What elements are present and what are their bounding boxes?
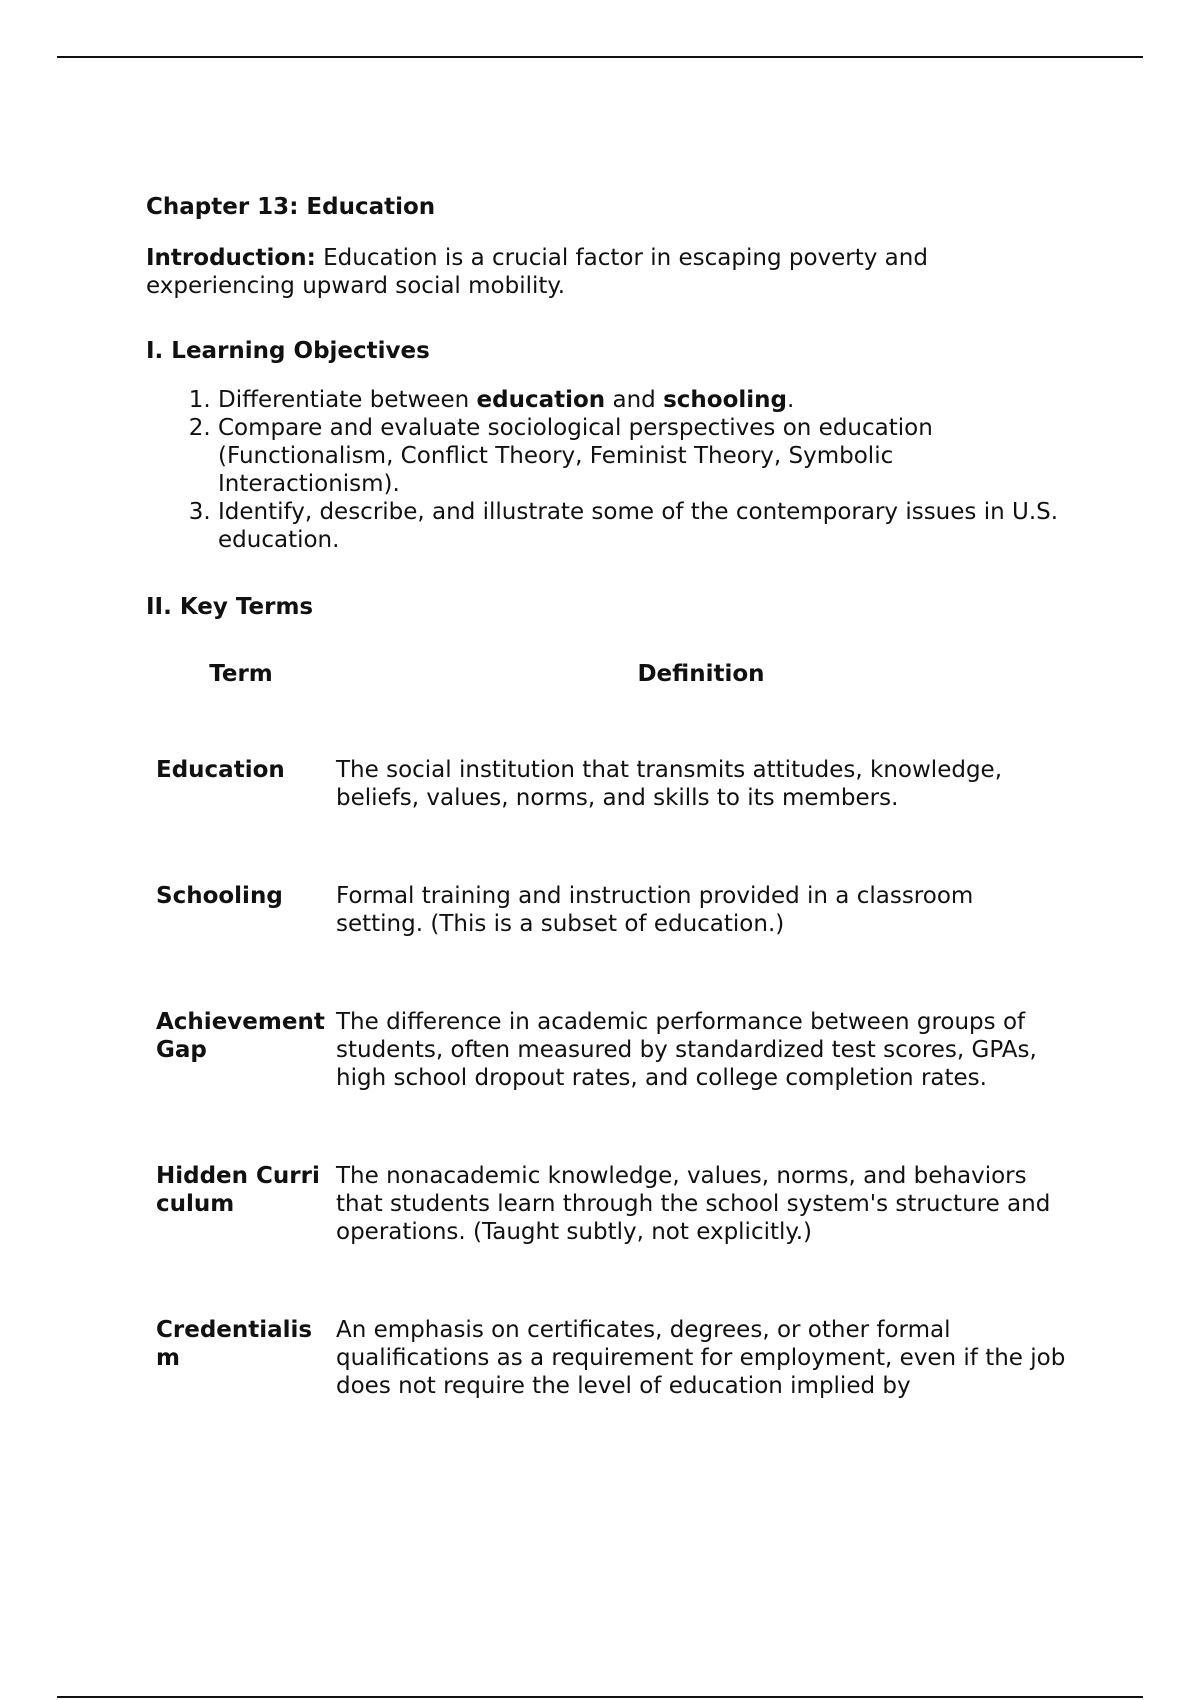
definition-cell: The nonacademic knowledge, values, norms, and behaviors that students learn through the school system's structure and operations. (Taught subtly, not explicitly.) [336,1163,1051,1245]
top-rule [57,56,1143,58]
introduction-text: Education is a crucial factor in escaping poverty and experiencing upward social mobility. [146,245,928,299]
introduction-paragraph [146,244,1066,300]
term-cell: Education [156,757,285,783]
introduction-label: Introduction: [146,245,316,271]
objective-bold-term: education [476,387,606,413]
table-row [146,1316,1066,1400]
chapter-title: Chapter 13: Education [146,194,436,220]
column-header-term: Term [209,661,273,687]
term-cell: Schooling [156,883,283,909]
definition-cell: The difference in academic performance between groups of students, often measured by standardized test scores, GPAs, high school dropout rates, and college completion rates. [336,1009,1037,1091]
learning-objectives-heading: I. Learning Objectives [146,338,430,364]
table-row [146,1008,1066,1092]
objective-item: 2. Compare and evaluate sociological perspectives on education (Functionalism, Conflict Theory, Feminist Theory, Symbolic Interactionism). [218,414,1066,498]
key-terms-table [146,660,1066,1400]
table-row [146,756,1066,812]
term-cell: Credentialism [156,1317,313,1371]
objective-text: . [787,387,795,413]
document-body [146,190,1066,1400]
objective-text: Differentiate between [218,387,477,413]
learning-objectives-list [146,386,1066,554]
bottom-rule [57,1696,1143,1698]
table-row [146,1162,1066,1246]
objective-item: 3. Identify, describe, and illustrate some of the contemporary issues in U.S. education. [218,498,1066,554]
definition-cell: An emphasis on certificates, degrees, or other formal qualifications as a requirement for employment, even if the job does not require the level of education implied by [336,1317,1066,1399]
term-cell: Achievement Gap [156,1009,325,1063]
objective-text: and [605,387,664,413]
table-row [146,882,1066,938]
table-header-row [146,660,1066,700]
definition-cell: Formal training and instruction provided in a classroom setting. (This is a subset of education.) [336,883,974,937]
objective-item [218,386,1066,414]
term-cell: Hidden Curriculum [156,1163,320,1217]
definition-cell: The social institution that transmits attitudes, knowledge, beliefs, values, norms, and skills to its members. [336,757,1003,811]
key-terms-heading: II. Key Terms [146,594,314,620]
objective-bold-term: schooling [663,387,787,413]
column-header-definition: Definition [637,661,765,687]
